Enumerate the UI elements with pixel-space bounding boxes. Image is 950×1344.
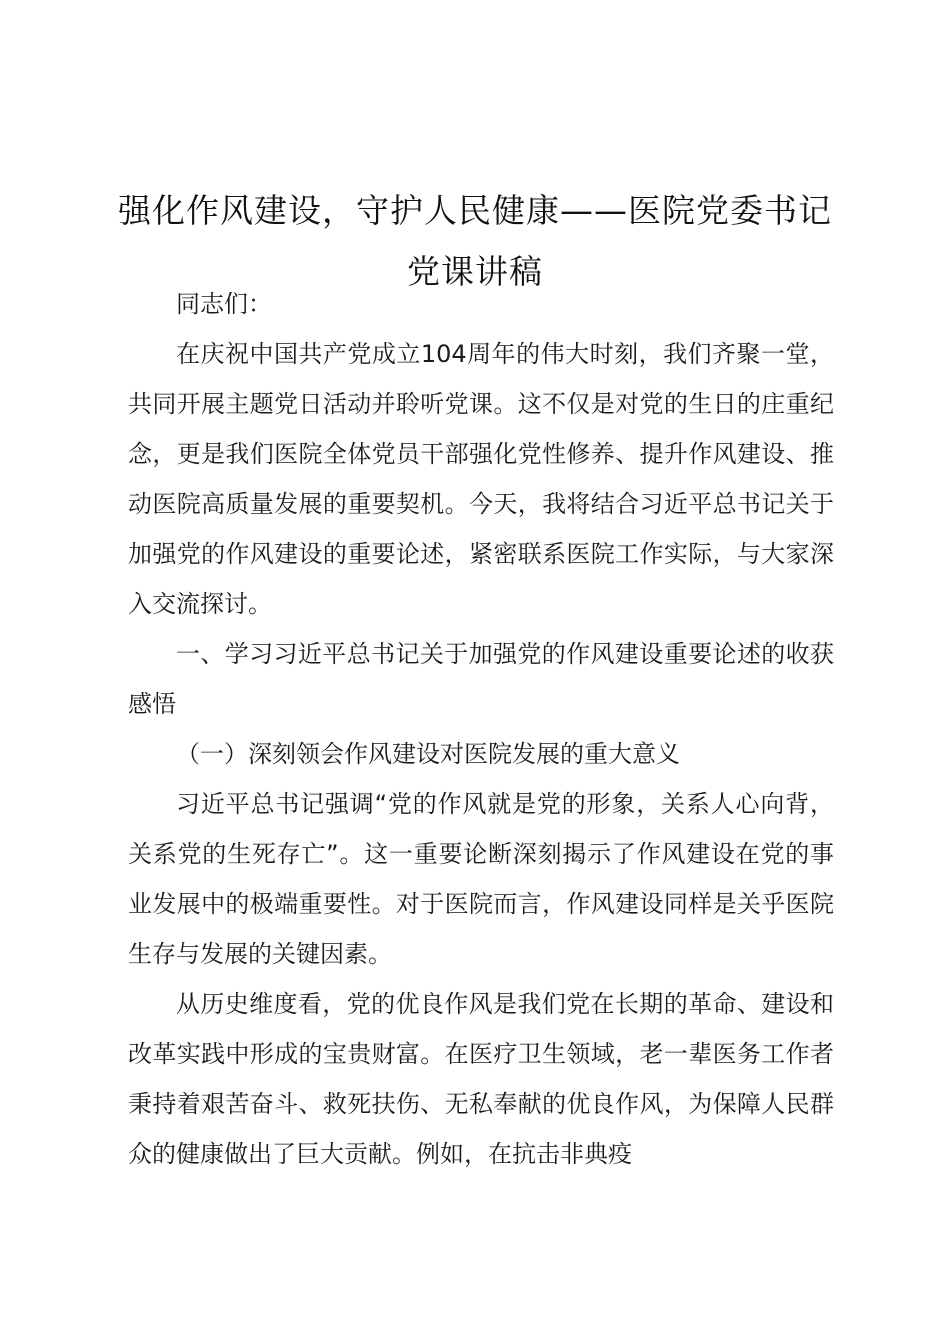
- salutation: 同志们：: [176, 290, 272, 318]
- intro-paragraph: 在庆祝中国共产党成立104周年的伟大时刻，我们齐聚一堂，共同开展主题党日活动并聆听党课。这不仅是对党的生日的庄重纪念，更是我们医院全体党员干部强化党性修养、提升作风建设、推动医院高质量发展的重要契机。今天，我将结合习近平总书记关于加强党的作风建设的重要论述，紧密联系医院工作实际，与大家深入交流探讨。: [128, 340, 834, 618]
- document-title: 强化作风建设，守护人民健康——医院党委书记党课讲稿: [118, 191, 832, 291]
- body-paragraph: 从历史维度看，党的优良作风是我们党在长期的革命、建设和改革实践中形成的宝贵财富。在医疗卫生领域，老一辈医务工作者秉持着艰苦奋斗、救死扶伤、无私奉献的优良作风，为保障人民群众的健康做出了巨大贡献。例如，在抗击非典疫: [128, 990, 834, 1168]
- section-heading-1: 一、学习习近平总书记关于加强党的作风建设重要论述的收获感悟: [128, 640, 834, 718]
- document-body: [128, 279, 834, 1179]
- subsection-heading-1: （一）深刻领会作风建设对医院发展的重大意义: [176, 740, 680, 768]
- body-paragraph: 习近平总书记强调“党的作风就是党的形象，关系人心向背，关系党的生死存亡”。这一重要论断深刻揭示了作风建设在党的事业发展中的极端重要性。对于医院而言，作风建设同样是关乎医院生存与发展的关键因素。: [128, 790, 834, 968]
